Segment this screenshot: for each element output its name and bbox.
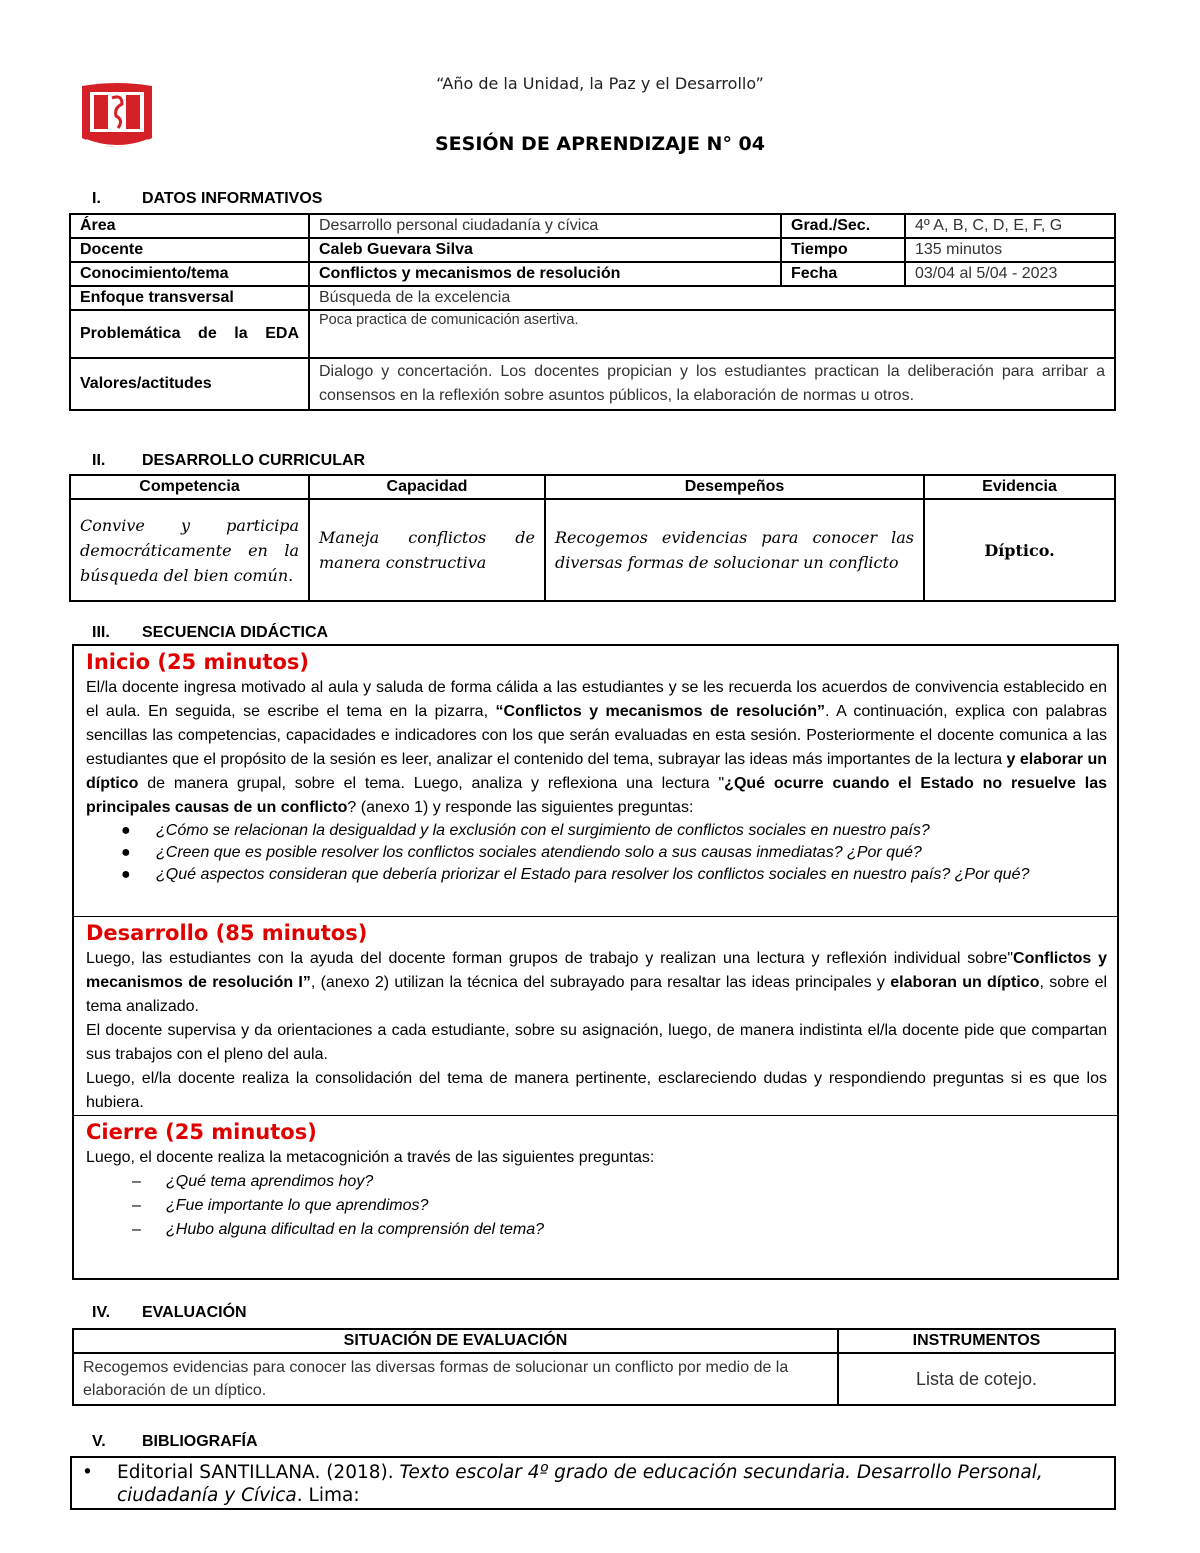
- secuencia-box: [72, 644, 1119, 1280]
- grad-label: Grad./Sec.: [781, 214, 905, 238]
- section-heading-secuencia: III. SECUENCIA DIDÁCTICA: [92, 624, 329, 641]
- enfoque-label: Enfoque transversal: [70, 286, 309, 310]
- evidencia-cell: Díptico.: [924, 499, 1115, 601]
- stage-desarrollo: [74, 917, 1117, 1116]
- cierre-title: Cierre (25 minutos): [86, 1120, 317, 1144]
- cierre-text: Luego, el docente realiza la metacognición a través de las siguientes preguntas:: [86, 1149, 655, 1166]
- area-label: Área: [70, 214, 309, 238]
- tiempo-value: 135 minutos: [905, 238, 1115, 262]
- desarrollo-text: El docente supervisa y da orientaciones a cada estudiante, sobre su asignación, luego, de manera indistinta el/la docente pide que compartan sus trabajos con el pleno del aula.: [86, 1022, 1107, 1063]
- tema-value: Conflictos y mecanismos de resolución: [309, 262, 781, 286]
- enfoque-value: Búsqueda de la excelencia: [309, 286, 1115, 310]
- competencia-cell: Convive y participa democráticamente en la búsqueda del bien común.: [70, 499, 309, 601]
- inicio-question: ● ¿Qué aspectos consideran que debería priorizar el Estado para resolver los conflictos sociales en nuestro país? ¿Por qué?: [121, 866, 1030, 883]
- section-heading-desarrollo-curricular: II. DESARROLLO CURRICULAR: [92, 452, 366, 469]
- datos-table: [69, 213, 1116, 411]
- docente-label: Docente: [70, 238, 309, 262]
- bullet-icon: •: [82, 1462, 93, 1483]
- stage-inicio: [74, 646, 1117, 917]
- valores-value: Dialogo y concertación. Los docentes propician y los estudiantes practican la deliberación para arribar a consensos en la reflexión sobre asuntos públicos, la elaboración de normas u otros.: [309, 358, 1115, 410]
- col-instrumentos: INSTRUMENTOS: [838, 1329, 1115, 1353]
- bibliografia-entry: Editorial SANTILLANA. (2018). Texto escolar 4º grado de educación secundaria. Desarrollo Personal, ciudadanía y Cívica. Lima:: [117, 1462, 1043, 1506]
- fecha-value: 03/04 al 5/04 - 2023: [905, 262, 1115, 286]
- area-value: Desarrollo personal ciudadanía y cívica: [309, 214, 781, 238]
- col-competencia: Competencia: [70, 475, 309, 499]
- cierre-question: – ¿Qué tema aprendimos hoy?: [132, 1173, 374, 1190]
- cierre-question: – ¿Fue importante lo que aprendimos?: [132, 1197, 429, 1214]
- bibliografia-box: [70, 1456, 1116, 1510]
- problematica-label: Problemática de la EDA: [70, 310, 309, 358]
- valores-label: Valores/actitudes: [70, 358, 309, 410]
- desarrollo-text: Luego, las estudiantes con la ayuda del docente forman grupos de trabajo y realizan una lectura y reflexión individual sobre"Conflictos y mecanismos de resolución I”, (anexo 2) utilizan la técnica del subrayado para resaltar las ideas principales y elaboran un díptico, sobre el tema analizado.: [86, 950, 1108, 1015]
- col-situacion: SITUACIÓN DE EVALUACIÓN: [73, 1329, 838, 1353]
- capacidad-cell: Maneja conflictos de manera constructiva: [309, 499, 545, 601]
- page-title: SESIÓN DE APRENDIZAJE N° 04: [434, 133, 766, 155]
- curricular-table: [69, 474, 1116, 602]
- problematica-value: Poca practica de comunicación asertiva.: [309, 310, 1115, 358]
- evaluacion-table: [72, 1328, 1116, 1406]
- inicio-question: ● ¿Cómo se relacionan la desigualdad y la exclusión con el surgimiento de conflictos sociales en nuestro país?: [121, 822, 930, 839]
- situacion-cell: Recogemos evidencias para conocer las diversas formas de solucionar un conflicto por medio de la elaboración de un díptico.: [73, 1353, 838, 1405]
- fecha-label: Fecha: [781, 262, 905, 286]
- inicio-question: ● ¿Creen que es posible resolver los conflictos sociales atendiendo solo a sus causas inmediatas? ¿Por qué?: [121, 844, 922, 861]
- col-evidencia: Evidencia: [924, 475, 1115, 499]
- desempeno-cell: Recogemos evidencias para conocer las diversas formas de solucionar un conflicto: [545, 499, 924, 601]
- cierre-question: – ¿Hubo alguna dificultad en la comprensión del tema?: [132, 1221, 545, 1238]
- inicio-title: Inicio (25 minutos): [86, 650, 310, 674]
- header-motto: “Año de la Unidad, la Paz y el Desarrollo”: [436, 74, 764, 93]
- col-desempenos: Desempeños: [545, 475, 924, 499]
- section-heading-evaluacion: IV. EVALUACIÓN: [92, 1304, 247, 1321]
- desarrollo-text: Luego, el/la docente realiza la consolidación del tema de manera pertinente, esclareciendo dudas y respondiendo preguntas si es que los hubiera.: [86, 1070, 1107, 1111]
- instrumento-cell: Lista de cotejo.: [838, 1353, 1115, 1405]
- inicio-text: El/la docente ingresa motivado al aula y saluda de forma cálida a las estudiantes y se les recuerda los acuerdos de convivencia establecido en el aula. En seguida, se escribe el tema en la pizarra, “Conflictos y mecanismos de resolución”. A continuación, explica con palabras sencillas las competencias, capacidades e indicadores con los que serán evaluadas en esta sesión. Posteriormente el docente comunica a las estudiantes que el propósito de la sesión es leer, analizar el contenido del tema, subrayar las ideas más importantes de la lectura y elaborar un díptico de manera grupal, sobre el tema. Luego, analiza y reflexiona una lectura "¿Qué ocurre cuando el Estado no resuelve las principales causas de un conflicto? (anexo 1) y responde las siguientes preguntas:: [86, 679, 1108, 816]
- section-heading-bibliografia: V. BIBLIOGRAFÍA: [92, 1433, 258, 1450]
- desarrollo-title: Desarrollo (85 minutos): [86, 921, 368, 945]
- tema-label: Conocimiento/tema: [70, 262, 309, 286]
- col-capacidad: Capacidad: [309, 475, 545, 499]
- tiempo-label: Tiempo: [781, 238, 905, 262]
- docente-value: Caleb Guevara Silva: [309, 238, 781, 262]
- section-heading-datos: I. DATOS INFORMATIVOS: [92, 190, 323, 207]
- grad-value: 4º A, B, C, D, E, F, G: [905, 214, 1115, 238]
- stage-cierre: [74, 1116, 1117, 1258]
